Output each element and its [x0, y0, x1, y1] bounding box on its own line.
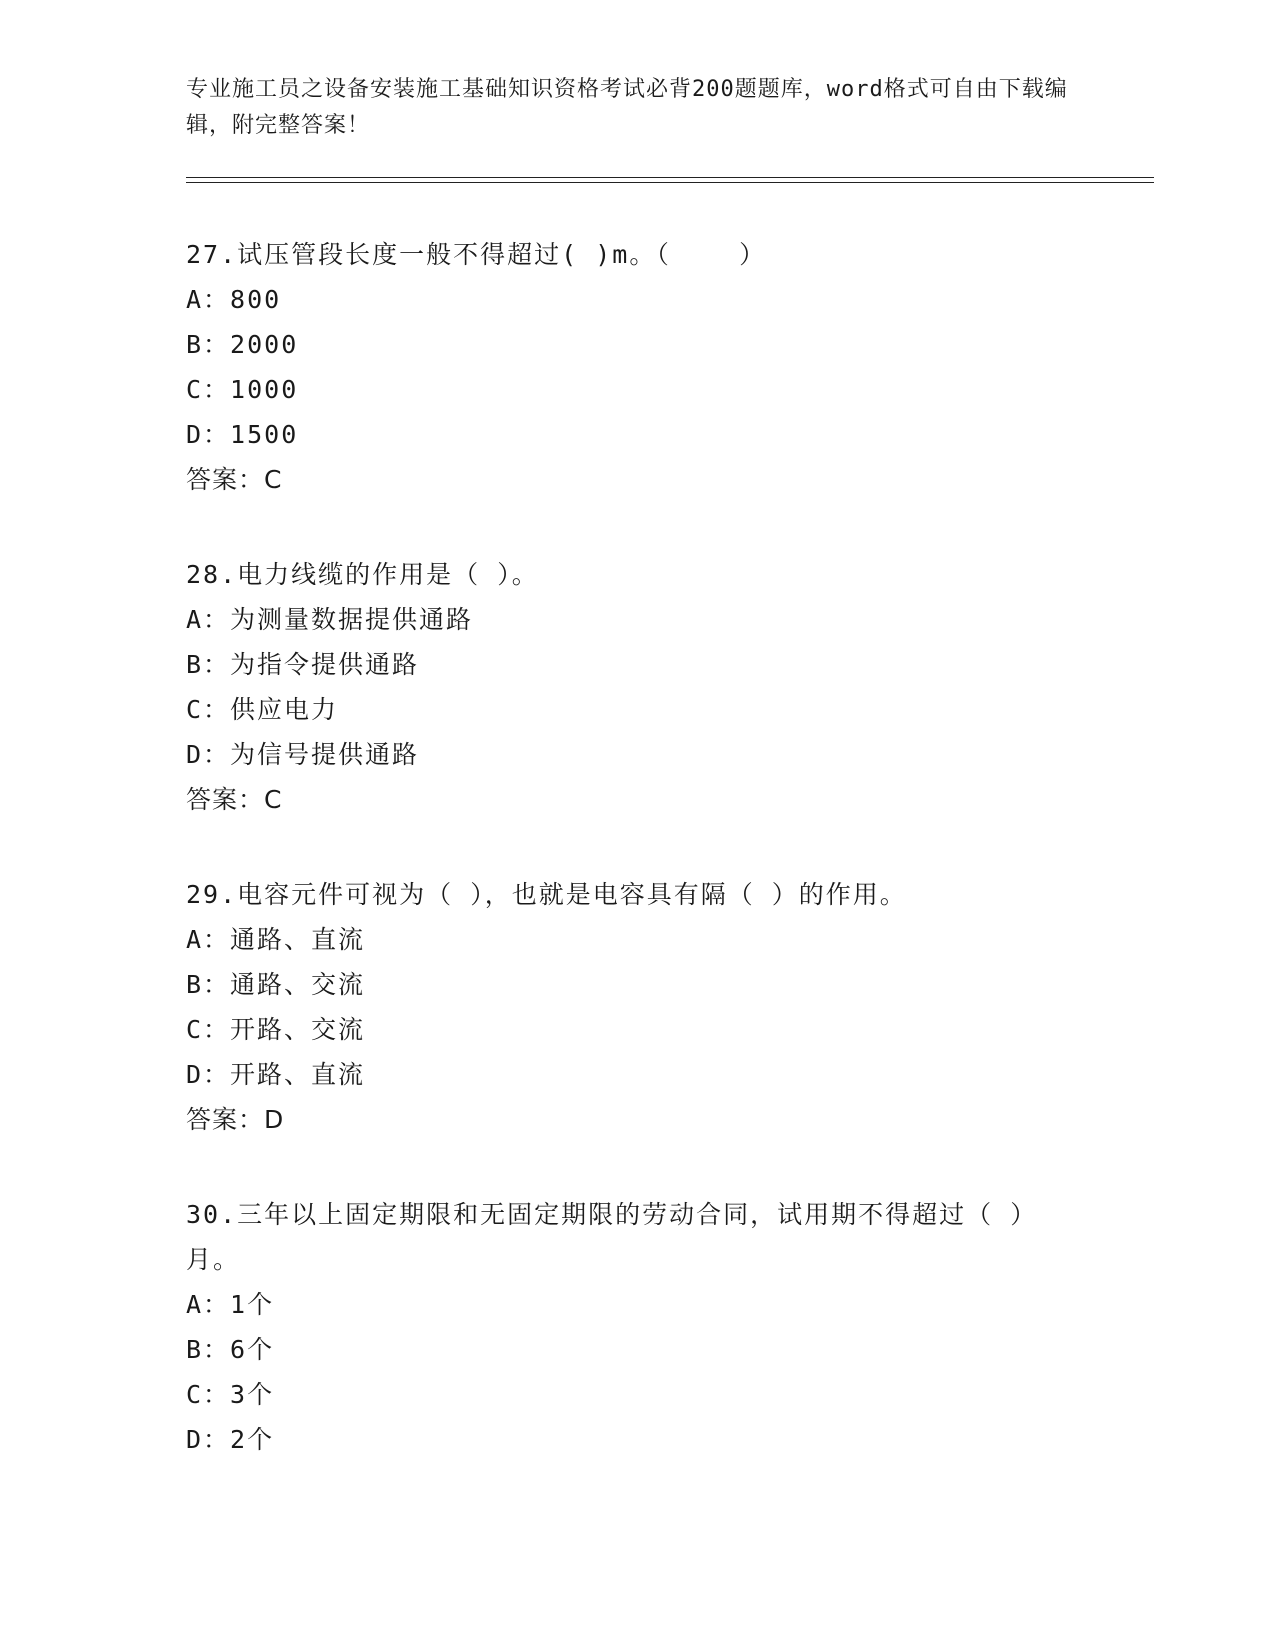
answer: 答案：C: [186, 465, 283, 494]
question-27: [186, 232, 1086, 502]
option-d: D：开路、直流: [186, 1060, 366, 1089]
question-stem: 30.三年以上固定期限和无固定期限的劳动合同，试用期不得超过（ ）月。: [186, 1200, 1038, 1274]
option-d: D：1500: [186, 420, 299, 449]
header-divider-bottom: [186, 182, 1154, 183]
question-28: [186, 552, 1086, 822]
option-c: C：3个: [186, 1380, 275, 1409]
option-c: C：1000: [186, 375, 299, 404]
option-c: C：开路、交流: [186, 1015, 366, 1044]
answer: 答案：C: [186, 785, 283, 814]
option-b: B：为指令提供通路: [186, 650, 420, 679]
option-a: A：1个: [186, 1290, 275, 1319]
option-d: D：为信号提供通路: [186, 740, 420, 769]
option-b: B：通路、交流: [186, 970, 366, 999]
question-29: [186, 872, 1086, 1142]
option-a: A：为测量数据提供通路: [186, 605, 474, 634]
option-b: B：6个: [186, 1335, 275, 1364]
option-b: B：2000: [186, 330, 299, 359]
option-c: C：供应电力: [186, 695, 339, 724]
option-a: A：通路、直流: [186, 925, 366, 954]
option-d: D：2个: [186, 1425, 275, 1454]
question-stem: 29.电容元件可视为（ ），也就是电容具有隔（ ）的作用。: [186, 880, 907, 909]
document-header: 专业施工员之设备安装施工基础知识资格考试必背200题题库，word格式可自由下载编辑，附完整答案！: [186, 77, 1068, 138]
question-stem: 27.试压管段长度一般不得超过( )m。（ ）: [186, 240, 767, 269]
option-a: A：800: [186, 285, 282, 314]
question-30: [186, 1192, 1086, 1462]
question-stem: 28.电力线缆的作用是（ ）。: [186, 560, 539, 589]
answer: 答案：D: [186, 1105, 285, 1134]
header-divider-top: [186, 177, 1154, 178]
